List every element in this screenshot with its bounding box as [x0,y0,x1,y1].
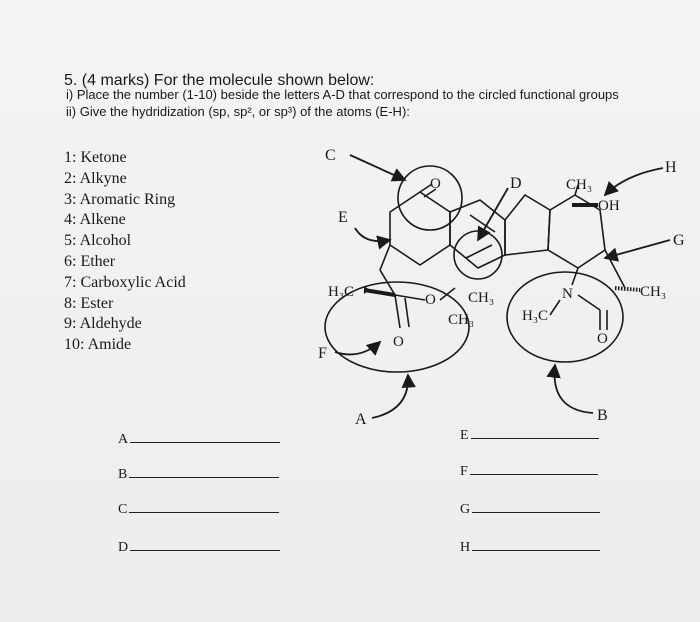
label-h: H [665,159,677,176]
answer-label: B [118,467,128,482]
answer-label: F [460,464,468,479]
label-a: A [355,411,367,428]
answer-blank[interactable] [470,462,598,475]
bond [578,295,600,310]
atom-h3c-amide: H₃C [522,308,549,324]
ring-bond [505,195,550,255]
group-item: 2: Alkyne [64,169,127,187]
question-title: 5. (4 marks) For the molecule shown below: [64,72,375,89]
answer-blank[interactable] [472,500,600,513]
answer-blank[interactable] [129,465,279,478]
atom-o-ketone: O [430,176,441,192]
arrow-c [350,155,405,180]
answer-label: A [118,432,129,447]
answer-row-a [118,430,280,448]
group-item: 6: Ether [64,252,116,270]
label-g: G [673,232,685,249]
answer-blank[interactable] [130,538,280,551]
answer-blank[interactable] [130,430,280,443]
label-b: B [597,407,608,424]
atom-oh: OH [598,198,620,214]
answer-row-c [118,500,279,518]
atom-n: N [562,286,573,302]
label-e: E [338,209,348,226]
group-item: 1: Ketone [64,149,127,166]
bond [572,268,578,285]
answer-row-h [460,538,600,556]
group-item: 5: Alcohol [64,232,132,250]
ring-double-bond [466,245,492,258]
arrow-d [478,188,508,240]
group-item: 4: Alkene [64,211,126,229]
arrow-b [554,365,593,413]
atom-o-ester: O [425,292,436,308]
group-item: 10: Amide [64,336,132,354]
label-f: F [318,345,327,362]
group-item: 9: Aldehyde [64,315,142,333]
answer-row-d [118,538,280,556]
question-part-i: i) Place the number (1-10) beside the letters A-D that correspond to the circled functional groups [66,87,619,102]
hash-bond [615,288,640,290]
answer-label: E [460,428,469,443]
answer-label: D [118,540,129,555]
atom-ch3-right: CH₃ [640,284,667,300]
wedge-bond [364,290,395,295]
group-item: 7: Carboxylic Acid [64,273,186,291]
atom-h3c-left: H₃C [328,284,355,300]
bond [405,298,409,327]
answer-label: H [460,540,471,555]
answer-row-e [460,426,599,444]
ring-bond [450,200,505,268]
atom-ch3-mid: CH₃ [468,290,495,306]
answer-blank[interactable] [129,500,279,513]
bond [395,295,425,300]
bond [395,295,400,328]
answer-blank[interactable] [471,426,599,439]
arrow-a [372,375,408,418]
arrow-h [605,168,663,195]
arrow-f [335,342,380,354]
label-d: D [510,175,522,192]
bond [380,245,390,270]
bond [550,300,560,315]
answer-label: G [460,502,471,517]
atom-o-ester-carbonyl: O [393,334,404,350]
group-item: 3: Aromatic Ring [64,190,176,208]
atom-ch3-mid2: CH₃ [448,312,475,328]
group-item: 8: Ester [64,294,114,312]
question-part-ii: ii) Give the hydridization (sp, sp², or sp³) of the atoms (E-H): [66,104,410,119]
arrow-e [355,228,390,241]
answer-blank[interactable] [472,538,600,551]
arrow-g [605,240,670,258]
answer-row-b [118,465,279,483]
atom-ch3-top: CH₃ [566,177,593,193]
atom-o-amide: O [597,331,608,347]
label-c: C [325,147,336,164]
answer-row-f [460,462,598,480]
answer-label: C [118,502,128,517]
answer-row-g [460,500,600,518]
